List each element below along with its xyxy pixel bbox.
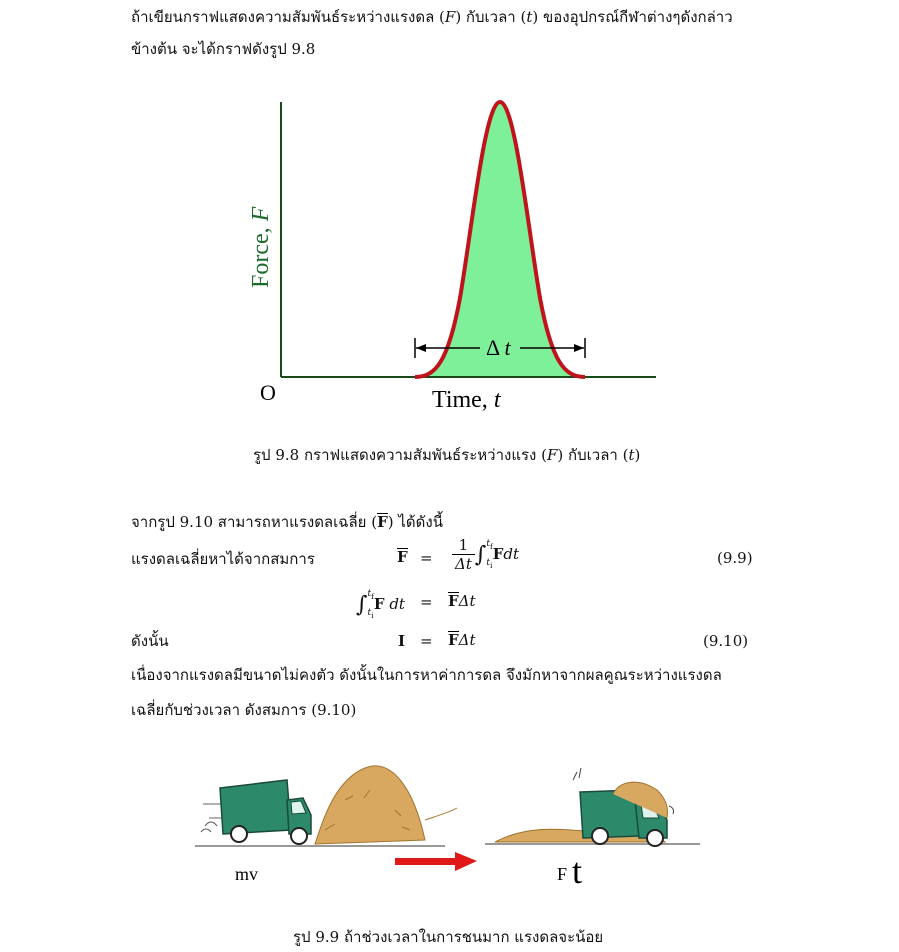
eq-Fbar: F	[397, 548, 408, 566]
eq-9-9-label: แรงดลเฉลี่ยหาได้จากสมการ	[131, 550, 315, 568]
hay-pile-left	[315, 766, 457, 844]
paragraph-2-line-2: เฉลี่ยกับช่วงเวลา ดังสมการ (9.10)	[131, 701, 357, 719]
t-label: t	[572, 851, 583, 890]
truck-collision-figure	[195, 760, 700, 890]
rhs-Fbar: F	[448, 592, 459, 610]
motion-arrow	[395, 852, 477, 871]
caption-var-F: F	[547, 446, 558, 464]
x-axis-label: Time, t	[432, 387, 501, 413]
figure-9-8-caption	[253, 444, 640, 466]
force-time-graph	[240, 88, 670, 418]
eq-integral-equals: =	[420, 593, 433, 611]
intro-line-2: ข้างต้น จะได้กราฟดังรูป 9.8	[131, 40, 316, 58]
rhs-dt-2: Δt	[458, 631, 476, 649]
eq-9-10-lhs: I	[398, 632, 406, 650]
fraction-denominator: Δt	[455, 555, 472, 574]
delta-t-label: Δ t	[486, 335, 511, 360]
p1-var-Fbar: F	[377, 513, 388, 531]
integrand-F: F	[492, 544, 504, 563]
rhs-Fbar-2: F	[448, 631, 459, 649]
eq-9-10-equals: =	[420, 632, 433, 650]
integral-limits-2: $t_f$ $t_i$	[367, 589, 374, 620]
integrand-dt-2: dt	[389, 594, 405, 613]
caption-text-c: )	[634, 446, 641, 464]
fraction-numerator: 1	[452, 536, 475, 555]
intro-var-t: t	[526, 8, 533, 26]
integrand-F-2: F	[373, 594, 385, 613]
eq-integral-lhs	[356, 586, 405, 624]
paragraph-2-line-1: เนื่องจากแรงดลมีขนาดไม่คงตัว ดังนั้นในการหาค่าการดล จึงมักหาจากผลคูณระหว่างแรงดล	[131, 666, 722, 684]
truck-right-illustration	[573, 768, 674, 846]
integral-limits: $t_f$ $t_i$	[486, 539, 493, 570]
intro-text-b: ) กับเวลา (	[455, 8, 527, 26]
eq-9-9-number: (9.9)	[717, 549, 753, 567]
eq-9-10-label: ดังนั้น	[131, 632, 169, 650]
caption-var-t: t	[628, 446, 635, 464]
F-label: F	[557, 864, 568, 884]
p1-text-a: จากรูป 9.10 สามารถหาแรงดลเฉลี่ย (	[131, 513, 378, 531]
integrand-dt: dt	[503, 544, 520, 563]
fraction	[452, 536, 475, 573]
eq-9-10-number: (9.10)	[703, 632, 749, 650]
caption-text-b: ) กับเวลา (	[557, 446, 629, 464]
eq-integral-rhs	[448, 592, 476, 610]
paragraph-average-force	[131, 511, 443, 533]
y-axis-label: Force, F	[248, 206, 274, 288]
p1-text-b: ) ได้ดังนี้	[387, 513, 443, 531]
intro-var-F: F	[444, 8, 456, 26]
eq-9-9-equals: =	[420, 549, 433, 567]
integral-sign-2: ∫	[356, 592, 368, 618]
rhs-dt: Δt	[458, 592, 476, 610]
eq-9-9-rhs	[452, 536, 519, 574]
intro-line-1	[131, 6, 733, 28]
origin-label: O	[260, 380, 276, 405]
figure-9-9-caption: รูป 9.9 ถ้าช่วงเวลาในการชนมาก แรงดลจะน้อย	[293, 928, 604, 946]
integral-sign: ∫	[474, 542, 487, 568]
intro-text-a: ถ้าเขียนกราฟแสดงความสัมพันธ์ระหว่างแรงดล (	[131, 8, 445, 26]
mv-label: mv	[235, 864, 259, 884]
intro-text-c: ) ของอุปกรณ์กีฬาต่างๆดังกล่าว	[532, 8, 733, 26]
eq-9-10-rhs	[448, 631, 476, 649]
caption-text-a: รูป 9.8 กราฟแสดงความสัมพันธ์ระหว่างแรง (	[253, 446, 547, 464]
eq-9-9-lhs	[397, 548, 408, 566]
